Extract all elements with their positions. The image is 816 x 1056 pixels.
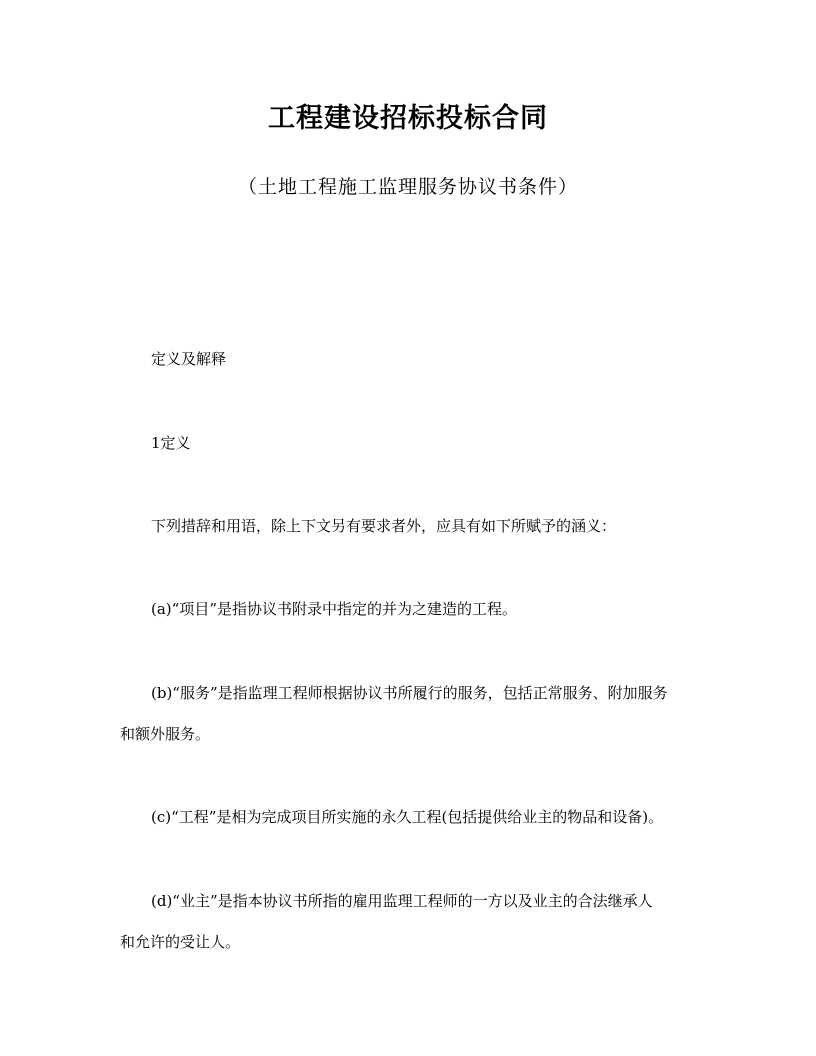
subsection-heading: 1定义 — [151, 434, 191, 452]
definition-item-b-line2: 和额外服务。 — [120, 725, 211, 743]
document-title: 工程建设招标投标合同 — [268, 103, 548, 134]
definition-item-b-line1: (b)“服务”是指监理工程师根据协议书所履行的服务，包括正常服务、附加服务 — [151, 684, 668, 702]
section-heading: 定义及解释 — [151, 350, 227, 368]
definition-item-a: (a)“项目”是指协议书附录中指定的并为之建造的工程。 — [151, 600, 517, 618]
definition-item-d-line2: 和允许的受让人。 — [120, 933, 241, 951]
definition-item-c: (c)“工程”是相为完成项目所实施的永久工程(包括提供给业主的物品和设备)。 — [151, 808, 664, 826]
definition-item-d-line1: (d)“业主”是指本协议书所指的雇用监理工程师的一方以及业主的合法继承人 — [151, 892, 653, 910]
document-subtitle: （土地工程施工监理服务协议书条件） — [237, 176, 578, 198]
intro-paragraph: 下列措辞和用语，除上下文另有要求者外，应具有如下所赋予的涵义： — [151, 517, 617, 535]
